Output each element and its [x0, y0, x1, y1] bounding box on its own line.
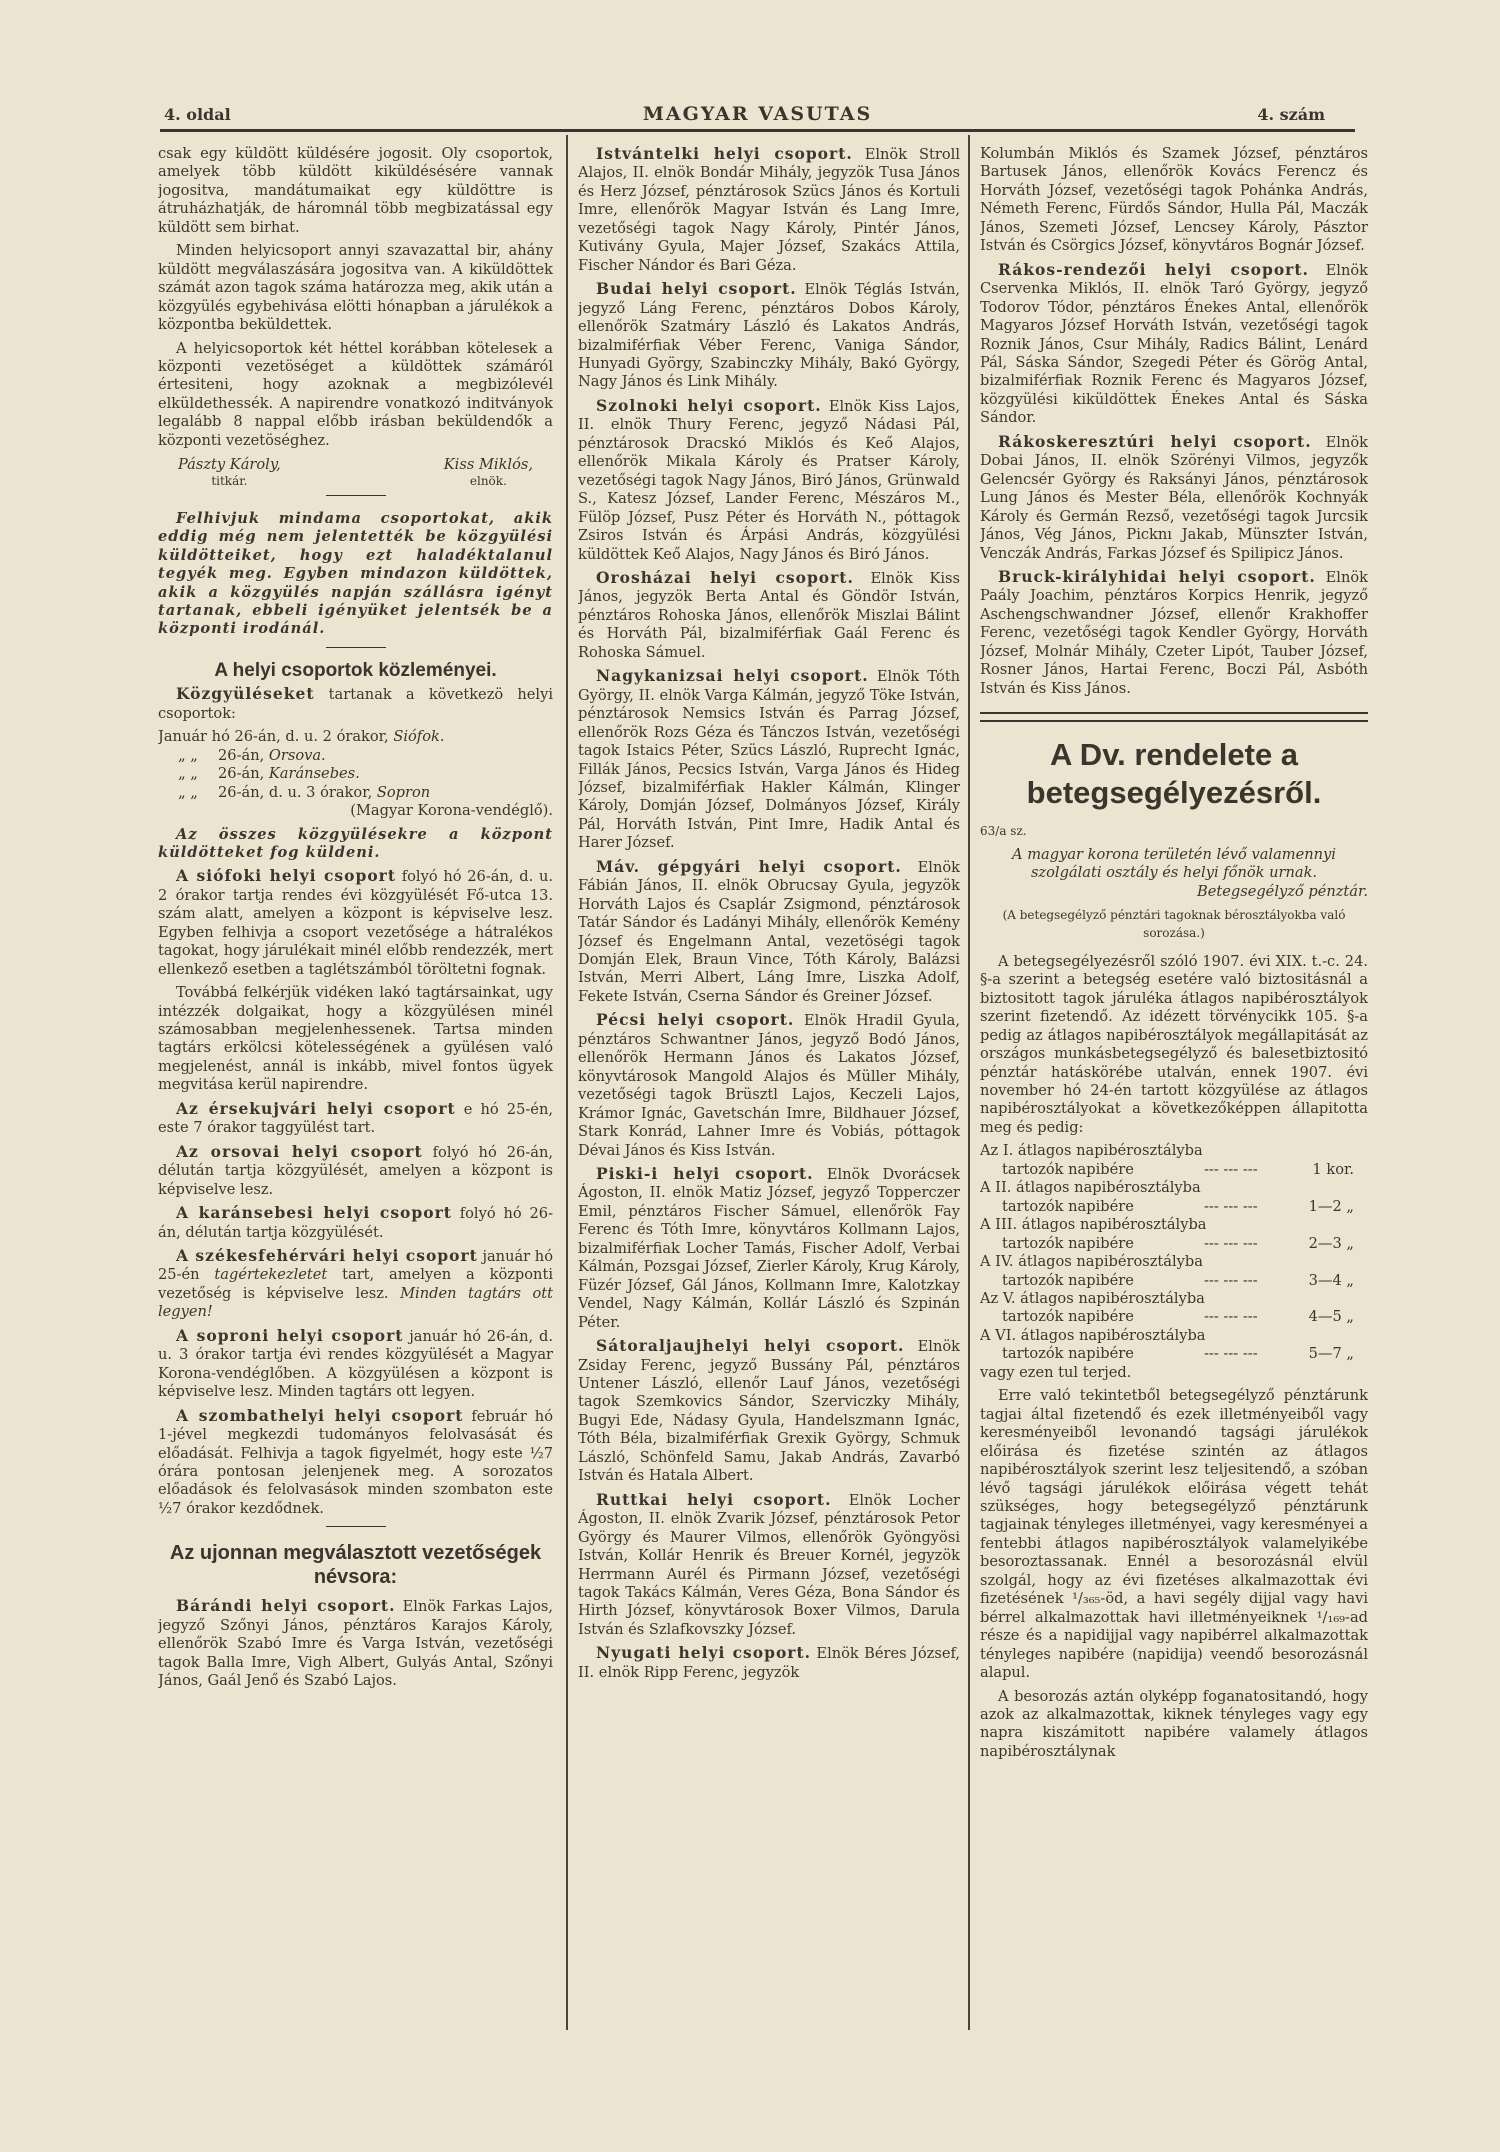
paragraph	[158, 145, 553, 237]
section-lead: A székesfehérvári helyi csoport	[176, 1246, 478, 1266]
leader-dots: --- --- ---	[1204, 1197, 1258, 1215]
page-number: 4. oldal	[164, 105, 231, 124]
section-lead: Szolnoki helyi csoport.	[596, 395, 822, 415]
paragraph-text: Elnök Béres József, II. elnök Ripp Ferenc, jegyzök	[578, 1645, 960, 1681]
paragraph-text: Elnök Hradil Gyula, pénztáros Schwantner János, jegyző Bodó János, ellenőrök Hermann János és Lakatos József, könyvtárosok Mangold Alajos és Müller Mihály, vezetőségi tagok Brüsztl Lajos, Keczeli Lajos, Krámor Ignác, Gavetschán Imre, Bildhauer József, Stark Konrád, Lahner Imre és Vobiás, póttagok Dévai János és Kiss István.	[578, 1012, 960, 1159]
paragraph-text: Elnök Farkas Lajos, jegyző Szőnyi János, pénztáros Karajos Károly, ellenőrök Szabó Imre és Varga István, vezetőségi tagok Balla Imre, Vigh Albert, Gulyás Antal, Szőnyi János, Gaál Jenő és Szabó Lajos.	[158, 1598, 553, 1690]
section-heading: A helyi csoportok közleményei.	[214, 659, 497, 681]
ditto-mark: „ „	[178, 765, 198, 783]
salary-label: tartozók napibére	[1002, 1271, 1134, 1289]
section-lead: Budai helyi csoport.	[596, 279, 797, 299]
salary-value: 1—2 „	[1308, 1197, 1354, 1215]
schedule-time: 26-án,	[218, 765, 265, 783]
paragraph-text: Elnök Dobai János, II. elnök Szörényi Vilmos, jegyzők Gelencsér György és Raksányi János, pénztárosok Lung János és Mester Béla, ellenőrök Kochnyák Károly és Germán Rezső, vezetőségi tagok Jurcsik János, Vég János, Picknı Jakab, Münszter István, Venczák András, Farkas József és Spilipicz János.	[980, 433, 1368, 562]
salary-value: 5—7 „	[1308, 1345, 1354, 1363]
section-heading: Az ujonnan megválasztott vezetőségek névsora:	[169, 1542, 542, 1589]
section-lead: A soproni helyi csoport	[176, 1325, 404, 1345]
paragraph-text: folyó hó 26-án, d. u. 2 órakor tartja rendes évi közgyülését Fő-utca 13. szám alatt, amelyen a központ is képviselve lesz. Egyben felhivja a csoport vezetősége a hátralékos tagokat, hogy járulékait minél előbb rendezzék, mert ellenkező esetben a taglétszámból töröltetni fognak.	[158, 868, 553, 978]
salary-class-row	[980, 1345, 1368, 1363]
schedule-place: Orsova.	[268, 746, 326, 764]
paragraph	[158, 1597, 553, 1690]
separator-rule	[326, 495, 386, 496]
column-divider	[968, 135, 970, 2030]
schedule-time: 26-án,	[218, 746, 265, 764]
paragraph-text: csak egy küldött küldésére jogosit. Oly csoportok, amelyek több küldött kiküldésésére vannak jogositva, mandátumaikat egy küldöttre is átruházhatják, de háromnál több megbizatással egy küldött sem birhat.	[158, 145, 553, 236]
signatures	[158, 450, 553, 486]
paragraph	[578, 1011, 960, 1160]
paragraph	[158, 1407, 553, 1519]
leader-dots: --- --- ---	[1204, 1308, 1258, 1326]
section-lead: Ruttkai helyi csoport.	[596, 1489, 832, 1509]
section-lead: Közgyüléseket	[176, 684, 315, 704]
paragraph	[158, 510, 553, 639]
double-rule	[980, 712, 1368, 722]
paragraph	[158, 1327, 553, 1402]
signature	[178, 456, 281, 486]
paragraph-text: Elnök Tóth György, II. elnök Varga Kálmán, jegyző Töke István, pénztárosok Nemsics István és Parrag József, ellenőrök Rozs Géza és Tánczos István, vezetőségi tagok Istaics Péter, Szücs László, Ruprecht Ignác, Fillák János, Pecsics István, Varga János és Hideg József, bizalmiférfiak Hakler Kálmán, Klinger Károly, Domján József, Dolmányos József, Király Pál, Horváth István, Pint Imre, Hadik Antal és Harer József.	[578, 668, 960, 852]
schedule-row	[158, 728, 553, 746]
separator-rule	[326, 647, 386, 648]
paragraph-text: Elnök Stroll Alajos, II. elnök Bondár Mihály, jegyzök Tusa János és Herz József, pénztárosok Szücs János és Kortuli Imre, ellenőrök Magyar István és Lang Imre, vezetőségi tagok Nagy Károly, Pintér János, Kutivány Gyula, Majer József, Szakács Attila, Fischer Nándor és Bari Géza.	[578, 146, 960, 274]
paragraph-text: tartanak a következö helyi csoportok:	[158, 686, 553, 722]
salary-value: 4—5 „	[1308, 1308, 1354, 1326]
salary-class-heading: A VI. átlagos napibérosztályba	[980, 1326, 1206, 1344]
paragraph-text: Az összes közgyülésekre a központ küldötteket fog küldeni.	[158, 825, 553, 861]
section-lead: Az orsovai helyi csoport	[176, 1141, 423, 1161]
paragraph-text: Erre való tekintetből betegsegélyző pénztárunk tagjai által fizetendő és ezek illetményeiből vagy keresményeiből levonandó tagsági járulékok előirása és fizetése szintén az átlagos napibérosztályok szerint lesz teljesitendő, a szóban lévő tagsági járulékok előirása végett tehát szükséges, hogy betegsegélyző pénztárunk tagjainak tényleges illetményei, vagy keresményei a fentebbi átlagos napibérosztályok valamelyikébe besoroztassanak. Ennél a besorozásnál elvül szolgál, hogy az évi fizetéses alkalmazottak évi fizetésének ¹/₃₆₅-öd, a havi segély dijjal vagy havi bérrel alkalmazottak havi illetményeiknek ¹/₁₆₉-ad része és a napidijjal vagy napibérrel alkalmazottak tényleges napibére (napidija) veendő besorozásnál alapul.	[980, 1387, 1368, 1682]
salary-class-row	[980, 1235, 1368, 1253]
section-lead: Orosházai helyi csoport.	[596, 567, 854, 587]
paragraph	[980, 433, 1368, 563]
section-lead: Bruck-királyhidai helyi csoport.	[998, 566, 1316, 586]
leader-dots: --- --- ---	[1204, 1345, 1258, 1363]
salary-class-heading: A IV. átlagos napibérosztályba	[980, 1253, 1203, 1271]
paragraph-text: Továbbá felkérjük vidéken lakó tagtársainkat, ugy intézzék dolgaikat, hogy a közgyülésen minél számosabban megjelenhessenek. Tartsa minden tagtárs erkölcsi kötelességének a gyülésen való megjelenést, annál is inkább, mivel fontos ügyek megvitása kerül napirendre.	[158, 984, 553, 1094]
paragraph	[158, 685, 553, 723]
schedule-place: Karánsebes.	[268, 765, 360, 783]
paragraph-text: Elnök Locher Ágoston, II. elnök Zvarik József, pénztárosok Petor György és Maurer Vilmos, ellenőrök Gyöngyösi István, Kollár Henrik és Breuer Kornél, jegyzök Herrmann Aurél és Pirmann József, vezetőségi tagok Takács Kálmán, Veres Géza, Bona Sándor és Hirth József, könyvtárosok Boxer Vilmos, Darula István és Szlafkovszky József.	[578, 1491, 960, 1638]
salary-label: tartozók napibére	[1002, 1345, 1134, 1363]
column-divider	[566, 135, 568, 2030]
paragraph	[980, 1387, 1368, 1682]
salary-class-row	[980, 1161, 1368, 1179]
paragraph	[578, 280, 960, 392]
paragraph	[578, 1491, 960, 1640]
paragraph-text: Minden tagtárs ott legyen!	[158, 1284, 553, 1321]
paragraph	[578, 667, 960, 853]
salary-value: 3—4 „	[1308, 1271, 1354, 1289]
paragraph-text: A besorozás aztán olyképp foganatositandó, hogy azok az alkalmazottak, kiknek tényleges vagy egy napra kiszámitott napibére valamely átlagos napibérosztálynak	[980, 1687, 1368, 1760]
paragraph	[578, 1644, 960, 1682]
article-title: A Dv. rendelete a betegsegélyezésről.	[1026, 737, 1322, 811]
schedule-place: Sopron	[376, 783, 431, 801]
signature	[444, 456, 533, 486]
section-lead: Bárándi helyi csoport.	[176, 1596, 396, 1616]
column-1	[158, 140, 553, 2040]
salary-class-heading: A II. átlagos napibérosztályba	[980, 1179, 1201, 1197]
salary-label: tartozók napibére	[1002, 1197, 1134, 1215]
paragraph-text: Elnök Téglás István, jegyző Láng Ferenc, pénztáros Dobos Károly, ellenőrök Szatmáry László és Lakatos András, bizalmiférfiak Véber Ferenc, Vaniga Sándor, Hunyadi György, Szabinczky Mihály, Bakó György, Nagy János és Link Mihály.	[578, 281, 960, 391]
leader-dots: --- --- ---	[1204, 1271, 1258, 1289]
salary-class-heading: Az V. átlagos napibérosztályba	[980, 1290, 1205, 1308]
paragraph-text: január hó 26-án, d. u. 3 órakor tartja évi rendes közgyülését a Magyar Korona-vendéglőben. A közgyülésen a központ is képviselve lesz. Minden tagtárs ott legyen.	[158, 1327, 553, 1401]
paragraph-text: Elnök Paály Joachim, pénztáros Korpics Henrik, jegyző Aschengschwandner József, ellenőr Krakhoffer Ferenc, vezetőségi tagok Kendler György, Horváth József, Molnár Mihály, Czeter Lipót, Tauber József, Rosner János, Hartai Ferenc, Boczi Pál, Asbóth István és Kiss János.	[980, 568, 1368, 697]
paragraph	[578, 1337, 960, 1486]
salary-label: tartozók napibére	[1002, 1160, 1134, 1178]
section-lead: Rákoskeresztúri helyi csoport.	[998, 431, 1312, 451]
salary-classes	[980, 1142, 1368, 1382]
section-lead: Pécsi helyi csoport.	[596, 1010, 795, 1030]
paragraph-text: Elnök Zsiday Ferenc, jegyző Bussány Pál, pénztáros Untener László, ellenőr Lauf János, vezetőségi tagok Szemkovics Sándor, Szerviczky Mihály, Bugyi Ede, Nádasy Gyula, Handelszmann Ignác, Tóth Béla, bizalmiférfiak Grexik György, Schmuk László, Schönfeld Samu, Jakab András, Zavarbó István és Hatala Albert.	[578, 1338, 960, 1485]
ditto-mark: „ „	[178, 783, 198, 801]
paragraph-text: Kolumbán Miklós és Szamek József, pénztáros Bartusek János, ellenőrök Kovács Ferencz és Horváth József, vezetőségi tagok Pohánka András, Németh Ferenc, Fürdős Sándor, Hulla Pál, Maczák János, Szemeti József, Lencsey Károly, Pásztor István és Csörgics József, könyvtáros Bognár József.	[980, 145, 1368, 255]
paragraph	[158, 826, 553, 863]
paragraph	[578, 858, 960, 1007]
section-lead: Máv. gépgyári helyi csoport.	[596, 856, 902, 876]
salary-label: tartozók napibére	[1002, 1308, 1134, 1326]
paragraph	[158, 984, 553, 1095]
addressee: A magyar korona területén lévő valamennyi szolgálati osztály és helyi főnök urnak.	[1012, 845, 1336, 882]
schedule-place: Siófok.	[393, 728, 445, 746]
paragraph-text: Elnök Kiss Lajos, II. elnök Thury Ferenc, jegyző Nádasi Pál, pénztárosok Dracskó Miklós és Keő Alajos, ellenőrök Mikala Károly és Pratser Károly, vezetőségi tagok Nagy János, Biró János, Grünwald S., Katesz József, Lander Ferenc, Mészáros M., Fülöp József, Pusz Péter és Horváth N., póttagok Zsiros István és Árpási András, közgyülési küldöttek Keő Alajos, Nagy János és Biró János.	[578, 397, 960, 563]
salary-tail: vagy ezen tul terjed.	[980, 1363, 1132, 1381]
paragraph-text: Elnök Dvorácsek Ágoston, II. elnök Matiz József, jegyző Topperczer Emil, pénztáros Fischer Sámuel, ellenőrök Fay Ferenc és Tóth Imre, könyvtáros Kollmann Lajos, bizalmiférfiak Locher Tamás, Fischer Adolf, Verbai Kálmán, Pozsgai József, Zierler Károly, Krug Károly, Füzér József, Gál János, Kollmann Imre, Kalotzkay Vendel, Nagy Kálmán, Kollár László és Szpinán Péter.	[578, 1166, 960, 1331]
paragraph	[578, 569, 960, 662]
newspaper-title: MAGYAR VASUTAS	[642, 103, 873, 125]
section-lead: Nyugati helyi csoport.	[596, 1643, 812, 1663]
schedule-row	[158, 747, 553, 765]
section-lead: Nagykanizsai helyi csoport.	[596, 666, 869, 686]
section-lead: A szombathelyi helyi csoport	[176, 1405, 464, 1425]
paragraph-text: Felhivjuk mindama csoportokat, akik eddig még nem jelentették be közgyülési küldötteiket, hogy ezt haladéktalanul tegyék meg. Egyben mindazon küldöttek, akik a közgyülés napján szállásra igényt tartanak, ebbeli igényüket jelentsék be a központi irodánál.	[158, 509, 553, 638]
paragraph-text: A betegsegélyezésről szóló 1907. évi XIX. t.-c. 24. §-a szerint a betegség esetére való biztositásnál a biztositott tagok járuléka átlagos napibérosztályok szerint fizetendő. Az idézett törvénycikk 105. §-a pedig az átlagos napibérosztályok megállapitását az országos munkásbetegsegélyző és balesetbiztositó pénztár hatáskörébe utalván, ennek 1907. évi november hó 24-én tartott közgyülése az átlagos napibérosztályokat a következőképpen állapitotta meg és pedig:	[980, 952, 1368, 1136]
column-3	[980, 140, 1368, 2040]
paragraph-text: Minden helyicsoport annyi szavazattal bir, ahány küldött megválaszására jogositva van. A kiküldöttek számát azon tagok száma határozza meg, akik után a közgyülés egybehivása elötti hónapban a járulékok a központba beküldettek.	[158, 242, 553, 334]
paragraph	[980, 568, 1368, 698]
section-lead: Piski-i helyi csoport.	[596, 1164, 814, 1184]
paragraph-text: A helyicsoportok két héttel korábban kötelesek a központi vezetöséget a küldöttek számáról értesiteni, hogy azoknak a megbizólevél elküldethessék. A napirendre vonatkozó inditványok legalább 8 nappal előbb irásban beküldendők a központi vezetöséghez.	[158, 339, 553, 449]
paragraph	[578, 1165, 960, 1332]
leader-dots: --- --- ---	[1204, 1160, 1258, 1178]
section-lead: Rákos-rendezői helyi csoport.	[998, 259, 1309, 279]
paragraph-text: Elnök Kiss János, jegyzök Berta Antal és Göndör István, pénztáros Rohoska János, ellenőrök Miszlai Bálint és Horváth Pál, bizalmiférfiak Gaál Ferenc és Rohoska Sámuel.	[578, 569, 960, 661]
section-lead: Sátoraljaujhelyi helyi csoport.	[596, 1336, 905, 1356]
meeting-schedule	[158, 728, 553, 820]
paragraph-text: február hó 1-jével megkezdi tudományos felolvasását és előadását. Felhivja a tagok figyelmét, hogy este ½7 órára pontosan jelenjenek meg. A sorozatos előadások és felolvasások minden szombaton este ½7 órakor kezdődnek.	[158, 1407, 553, 1517]
paragraph	[158, 1143, 553, 1199]
paragraph-text: tagértekezletet	[214, 1266, 328, 1284]
signer-name: Pászty Károly,	[178, 456, 281, 474]
salary-class-row	[980, 1272, 1368, 1290]
signer-role: elnök.	[469, 473, 507, 488]
paragraph	[980, 953, 1368, 1138]
separator-rule	[326, 1526, 386, 1527]
paragraph	[158, 1204, 553, 1242]
paragraph	[578, 397, 960, 564]
schedule-time: Január hó 26-án, d. u. 2 órakor,	[158, 728, 389, 746]
section-lead: A karánsebesi helyi csoport	[176, 1203, 452, 1223]
column-2	[578, 140, 960, 2040]
salary-class-row	[980, 1198, 1368, 1216]
paragraph	[158, 1247, 553, 1322]
issue-number: 4. szám	[1257, 105, 1325, 124]
salary-class-row	[980, 1308, 1368, 1326]
salary-label: tartozók napibére	[1002, 1234, 1134, 1252]
section-lead: Istvántelki helyi csoport.	[596, 144, 853, 163]
section-lead: Az érsekujvári helyi csoport	[176, 1098, 456, 1118]
paragraph	[158, 1100, 553, 1138]
subtitle-note: (A betegsegélyző pénztári tagoknak bérosztályokba való sorozása.)	[1002, 907, 1346, 941]
paragraph	[158, 867, 553, 979]
paragraph	[158, 340, 553, 451]
schedule-note: (Magyar Korona-vendéglő).	[350, 802, 553, 820]
section-lead: A siófoki helyi csoport	[176, 866, 396, 886]
salary-value: 1 kor.	[1312, 1160, 1354, 1178]
salary-class-heading: A III. átlagos napibérosztályba	[980, 1216, 1207, 1234]
paragraph	[980, 145, 1368, 256]
paragraph	[158, 242, 553, 334]
paragraph	[980, 261, 1368, 428]
paragraph-text: január hó 25-én	[158, 1248, 553, 1284]
signer-role: titkár.	[211, 473, 248, 488]
schedule-row	[158, 765, 553, 783]
issuer: Betegsegélyző pénztár.	[1197, 882, 1368, 900]
paragraph-text: Elnök Cservenka Miklós, II. elnök Taró György, jegyző Todorov Tódor, pénztáros Énekes Antal, ellenőrök Magyaros József Horváth István, vezetőségi tagok Roznik János, Csur Mihály, Radics Bálint, Lenárd Pál, Sáska Sándor, Szegedi Péter és Görög Antal, bizalmiférfiak Roznik Ferenc és Magyaros József, közgyülési kiküldöttek Énekes Antal és Sáska Sándor.	[980, 261, 1368, 427]
leader-dots: --- --- ---	[1204, 1234, 1258, 1252]
schedule-row	[158, 784, 553, 802]
ditto-mark: „ „	[178, 746, 198, 764]
paragraph-text: e hó 25-én, este 7 órakor taggyülést tart.	[158, 1100, 553, 1137]
paragraph-text: folyó hó 26-án, délután tartja közgyülését, amelyen a központ is képviselve lesz.	[158, 1143, 553, 1198]
page-header	[160, 103, 1355, 132]
salary-value: 2—3 „	[1308, 1234, 1354, 1252]
paragraph-text: folyó hó 26-án, délután tartja közgyülését.	[158, 1205, 553, 1241]
paragraph-text: Elnök Fábián János, II. elnök Obrucsay Gyula, jegyzök Horváth Lajos és Csaplár Zsigmond, pénztárosok Tatár Sándor és Ladányi Mihály, ellenőrök Kemény József és Engelmann Antal, vezetöségi tagok Domján Elek, Braun Vince, Tóth Károly, Balázsi István, Merri Albert, Láng Imre, Liszka Adolf, Fekete István, Cserna Sándor és Greiner József.	[578, 858, 960, 1005]
salary-class-heading: Az I. átlagos napibérosztályba	[980, 1142, 1203, 1160]
paragraph	[980, 1688, 1368, 1762]
reference-number: 63/a sz.	[980, 824, 1027, 839]
schedule-time: 26-án, d. u. 3 órakor,	[218, 783, 373, 801]
paragraph-text: tart, amelyen a központi vezetőség is képviselve lesz.	[158, 1266, 553, 1302]
signer-name: Kiss Miklós,	[443, 456, 533, 474]
paragraph	[578, 145, 960, 275]
